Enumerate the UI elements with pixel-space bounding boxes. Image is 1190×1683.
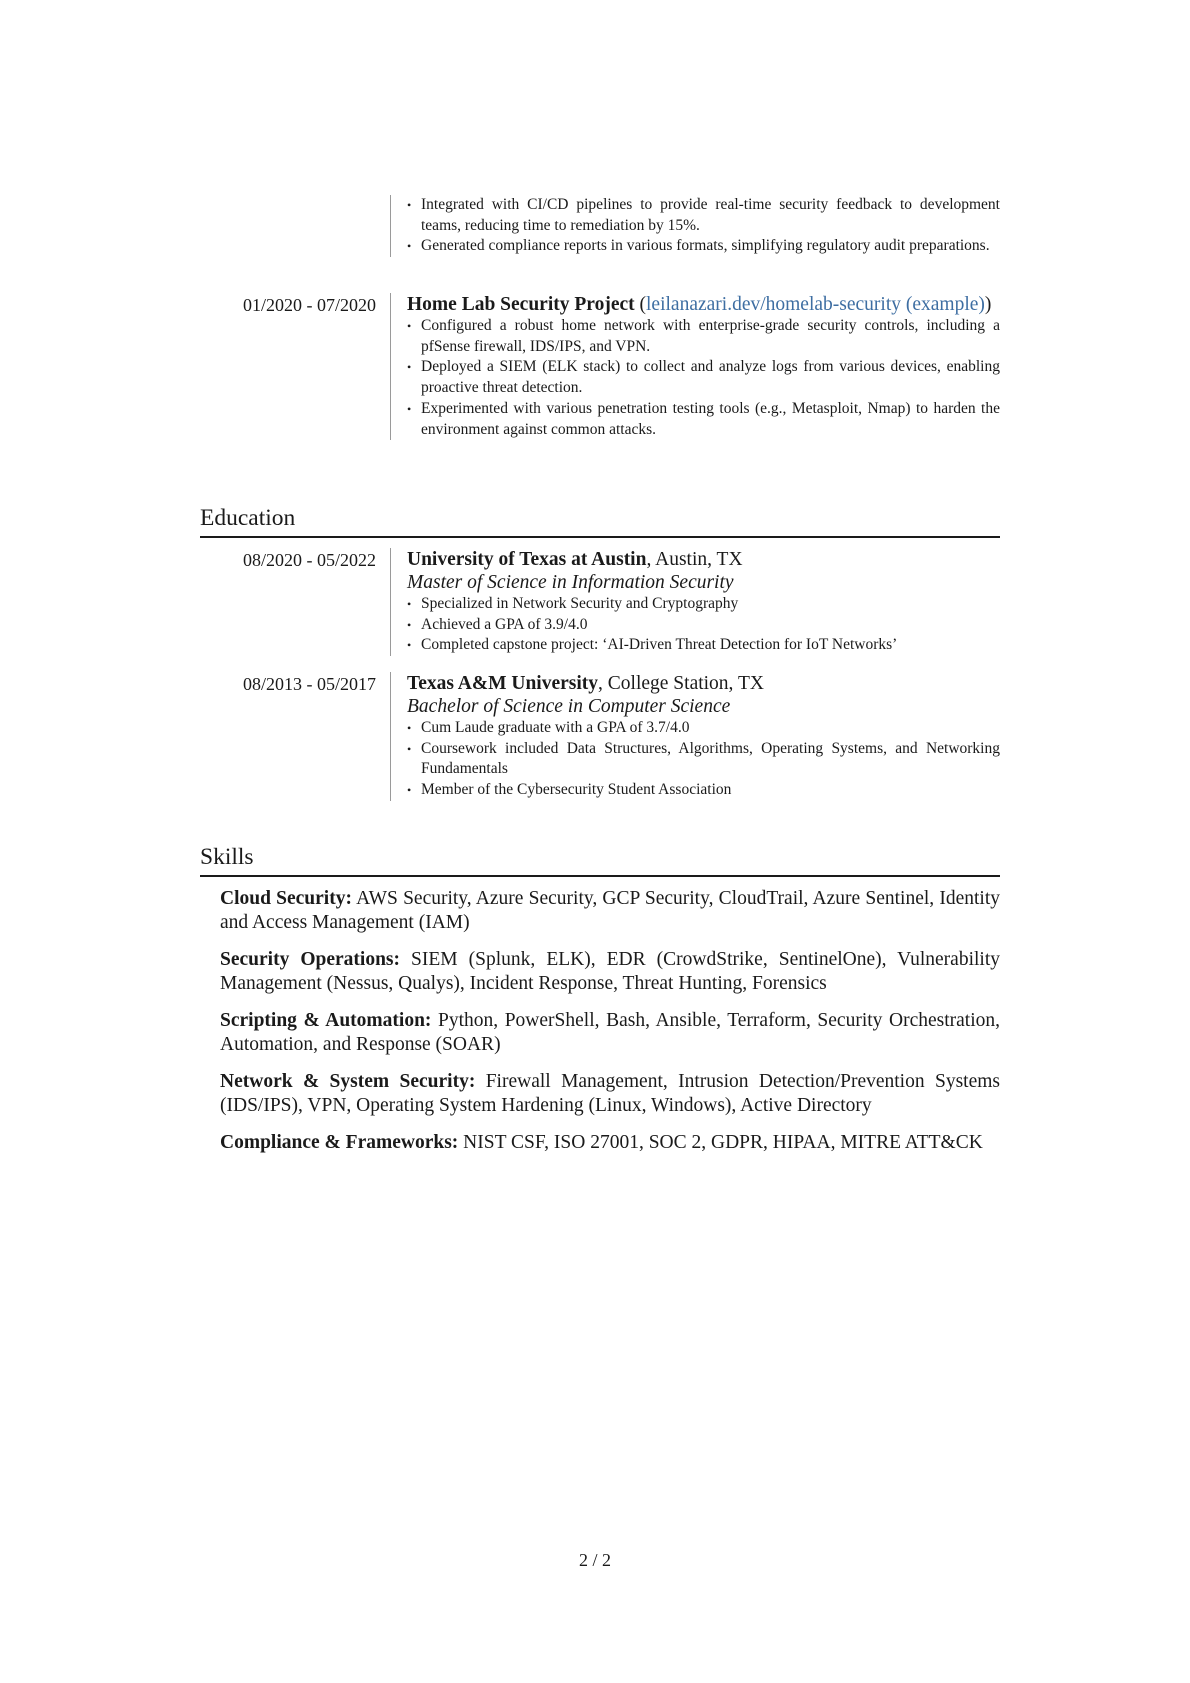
bullet-list xyxy=(407,594,1000,656)
list-item: • Member of the Cybersecurity Student Association xyxy=(407,780,1000,801)
degree-name: Master of Science in Information Security xyxy=(407,572,734,593)
project-link[interactable]: leilanazari.dev/homelab-security (example) xyxy=(646,294,985,315)
list-item: • Cum Laude graduate with a GPA of 3.7/4.0 xyxy=(407,718,1000,739)
skill-text: Python, PowerShell, Bash, Ansible, Terraform, Security Orchestration, Automation, and Response (SOAR) xyxy=(220,1010,1000,1055)
list-item: • Generated compliance reports in various formats, simplifying regulatory audit preparations. xyxy=(407,236,1000,257)
school-location: , College Station, TX xyxy=(598,673,764,694)
skill-label: Cloud Security: xyxy=(220,888,352,909)
skill-label: Compliance & Frameworks: xyxy=(220,1132,459,1153)
entry-date: 08/2020 - 05/2022 xyxy=(243,550,376,570)
entry-date: 01/2020 - 07/2020 xyxy=(243,295,376,315)
list-item: • Achieved a GPA of 3.9/4.0 xyxy=(407,615,1000,636)
skill-item xyxy=(220,887,1000,935)
school-heading xyxy=(407,548,1000,571)
skill-text: NIST CSF, ISO 27001, SOC 2, GDPR, HIPAA, MITRE ATT&CK xyxy=(458,1132,983,1153)
degree-name: Bachelor of Science in Computer Science xyxy=(407,696,731,717)
list-item: • Deployed a SIEM (ELK stack) to collect and analyze logs from various devices, enabling proactive threat detection. xyxy=(407,357,1000,398)
page-number: 2 / 2 xyxy=(578,1550,611,1570)
school-location: , Austin, TX xyxy=(646,549,743,570)
entry-body xyxy=(390,195,1000,257)
education-entry xyxy=(200,548,1000,656)
skill-label: Network & System Security: xyxy=(220,1071,476,1092)
skill-item xyxy=(220,1131,1000,1155)
skill-text: Firewall Management, Intrusion Detection/Prevention Systems (IDS/IPS), VPN, Operating System Hardening (Linux, Windows), Active Directory xyxy=(220,1071,1000,1116)
list-item: • Experimented with various penetration testing tools (e.g., Metasploit, Nmap) to harden the environment against common attacks. xyxy=(407,399,1000,440)
project-title: Home Lab Security Project xyxy=(407,294,635,315)
skill-item xyxy=(220,1070,1000,1118)
education-entry xyxy=(200,672,1000,801)
skill-text: AWS Security, Azure Security, GCP Security, CloudTrail, Azure Sentinel, Identity and Access Management (IAM) xyxy=(220,888,1001,933)
bullet-list xyxy=(407,316,1000,440)
section-title-skills: Skills xyxy=(200,843,1000,877)
bullet-list xyxy=(407,718,1000,801)
project-heading: Home Lab Security Project (leilanazari.dev/homelab-security (example)) xyxy=(407,294,992,315)
skill-text: SIEM (Splunk, ELK), EDR (CrowdStrike, SentinelOne), Vulnerability Management (Nessus, Qualys), Incident Response, Threat Hunting, Forensics xyxy=(220,949,1000,994)
section-title-education: Education xyxy=(200,504,1000,538)
entry-date: 08/2013 - 05/2017 xyxy=(243,674,376,694)
skill-label: Security Operations: xyxy=(220,949,401,970)
school-heading xyxy=(407,672,1000,695)
list-item: • Integrated with CI/CD pipelines to provide real-time security feedback to development teams, reducing time to remediation by 15%. xyxy=(407,195,1000,236)
skill-label: Scripting & Automation: xyxy=(220,1010,432,1031)
skill-item xyxy=(220,1009,1000,1057)
school-name: University of Texas at Austin xyxy=(407,549,647,570)
list-item: • Completed capstone project: ‘AI-Driven Threat Detection for IoT Networks’ xyxy=(407,635,1000,656)
list-item: • Specialized in Network Security and Cryptography xyxy=(407,594,1000,615)
experience-entry-continued xyxy=(200,195,1000,257)
entry-body xyxy=(390,293,1000,440)
entry-body xyxy=(390,548,1000,656)
entry-body xyxy=(390,672,1000,801)
list-item: • Configured a robust home network with enterprise-grade security controls, including a pfSense firewall, IDS/IPS, and VPN. xyxy=(407,316,1000,357)
bullet-list xyxy=(407,195,1000,257)
school-name: Texas A&M University xyxy=(407,673,599,694)
skill-item xyxy=(220,948,1000,996)
project-entry xyxy=(200,293,1000,440)
list-item: • Coursework included Data Structures, Algorithms, Operating Systems, and Networking Fundamentals xyxy=(407,739,1000,780)
